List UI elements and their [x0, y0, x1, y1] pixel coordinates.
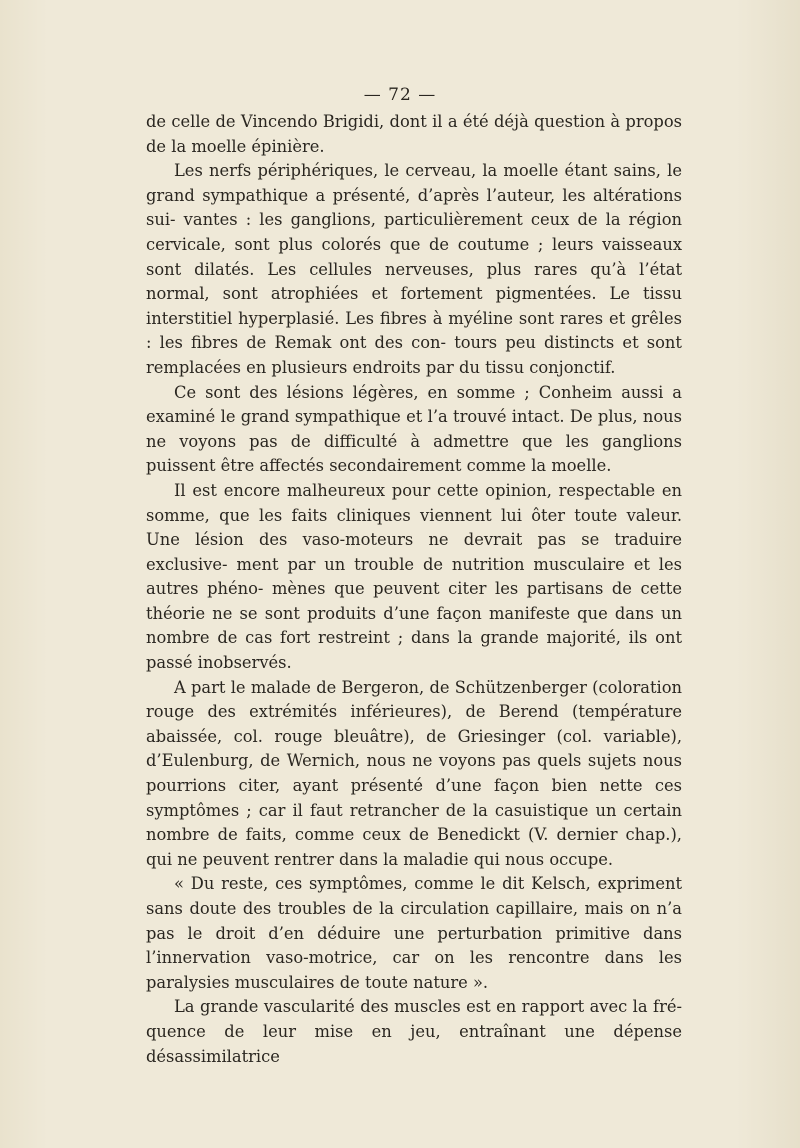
text-line: « Du reste, ces symptômes, comme le dit Kelsch, expriment sans: [146, 874, 682, 918]
paragraph: [146, 110, 682, 159]
text-line: vantes : les ganglions, particulièrement ceux de la région cervicale,: [146, 210, 682, 254]
paragraph: [146, 381, 682, 479]
text-line: retrancher de la casuistique un certain nombre de faits, comme: [146, 800, 682, 845]
text-line: quence de leur mise en jeu, entraînant une dépense désassimilatrice: [146, 1021, 682, 1066]
text-line: de celle de Vincendo Brigidi, dont il a été déjà question à propos: [146, 112, 682, 131]
text-line: tours peu distincts et sont remplacées en plusieurs endroits par du: [146, 333, 682, 377]
text-line: ment par un trouble de nutrition musculaire et les autres phéno-: [146, 554, 682, 599]
text-line: Une lésion des vaso-moteurs ne devrait pas se traduire exclusive-: [146, 530, 682, 574]
text-line: restreint ; dans la grande majorité, ils ont passé inobservés.: [146, 628, 682, 673]
text-line: somme, que les faits cliniques viennent lui ôter toute valeur.: [146, 505, 682, 525]
text-line: grand sympathique a présenté, d’après l’auteur, les altérations sui-: [146, 185, 682, 230]
text-line: A part le malade de Bergeron, de Schützenberger (coloration rouge: [146, 677, 682, 722]
paragraph: [146, 872, 682, 995]
text-line: Wernich, nous ne voyons pas quels sujets nous pourrions citer,: [146, 751, 682, 796]
text-line: ceux de Benedickt (V. dernier chap.), qui ne peuvent rentrer dans: [146, 825, 682, 869]
text-line: de toute nature ».: [339, 972, 489, 992]
text-line: doute des troubles de la circulation capillaire, mais on n’a pas le: [146, 899, 682, 943]
text-line: mènes que peuvent citer les partisans de cette théorie ne se sont: [146, 579, 682, 623]
paragraph: [146, 676, 682, 873]
text-line: Les nerfs périphériques, le cerveau, la moelle étant sains, le: [174, 161, 682, 181]
text-line: pas de difficulté à admettre que les ganglions puissent être affectés: [146, 431, 682, 476]
text-line: sont plus colorés que de coutume ; leurs vaisseaux sont dilatés. Les: [146, 234, 682, 279]
text-line: ayant présenté d’une façon bien nette ces symptômes ; car il faut: [146, 776, 682, 820]
paragraph: [146, 479, 682, 676]
text-line: fortement pigmentées. Le tissu interstitiel hyperplasié. Les fibres: [146, 284, 682, 328]
text-line: droit d’en déduire une perturbation primitive dans l’innervation: [146, 923, 682, 968]
body-text: [146, 110, 682, 1069]
text-line: des extrémités inférieures), de Berend (température abaissée, col.: [146, 702, 682, 746]
text-line: la maladie qui nous occupe.: [383, 849, 614, 869]
text-line: secondairement comme la moelle.: [329, 456, 612, 476]
text-line: Il est encore malheureux pour cette opinion, respectable en: [174, 480, 682, 500]
paragraph: [146, 995, 682, 1069]
text-line: le grand sympathique et l’a trouvé intact. De plus, nous ne voyons: [146, 407, 682, 451]
text-line: Ce sont des lésions légères, en somme ; Conheim aussi a examiné: [146, 382, 682, 427]
text-line: rouge bleuâtre), de Griesinger (col. variable), d’Eulenburg, de: [146, 726, 682, 771]
text-line: vaso-motrice, car on les rencontre dans les paralysies musculaires: [146, 948, 682, 992]
page-number: — 72 —: [363, 85, 437, 105]
text-line: produits d’une façon manifeste que dans un nombre de cas fort: [146, 603, 682, 648]
text-line: à myéline sont rares et grêles : les fibres de Remak ont des con-: [146, 308, 683, 353]
paragraph: [146, 159, 682, 380]
text-line: de la moelle épinière.: [146, 136, 325, 156]
text-line: La grande vascularité des muscles est en rapport avec la fré-: [174, 997, 682, 1017]
text-line: tissu conjonctif.: [485, 357, 616, 377]
text-line: cellules nerveuses, plus rares qu’à l’état normal, sont atrophiées et: [146, 259, 682, 304]
